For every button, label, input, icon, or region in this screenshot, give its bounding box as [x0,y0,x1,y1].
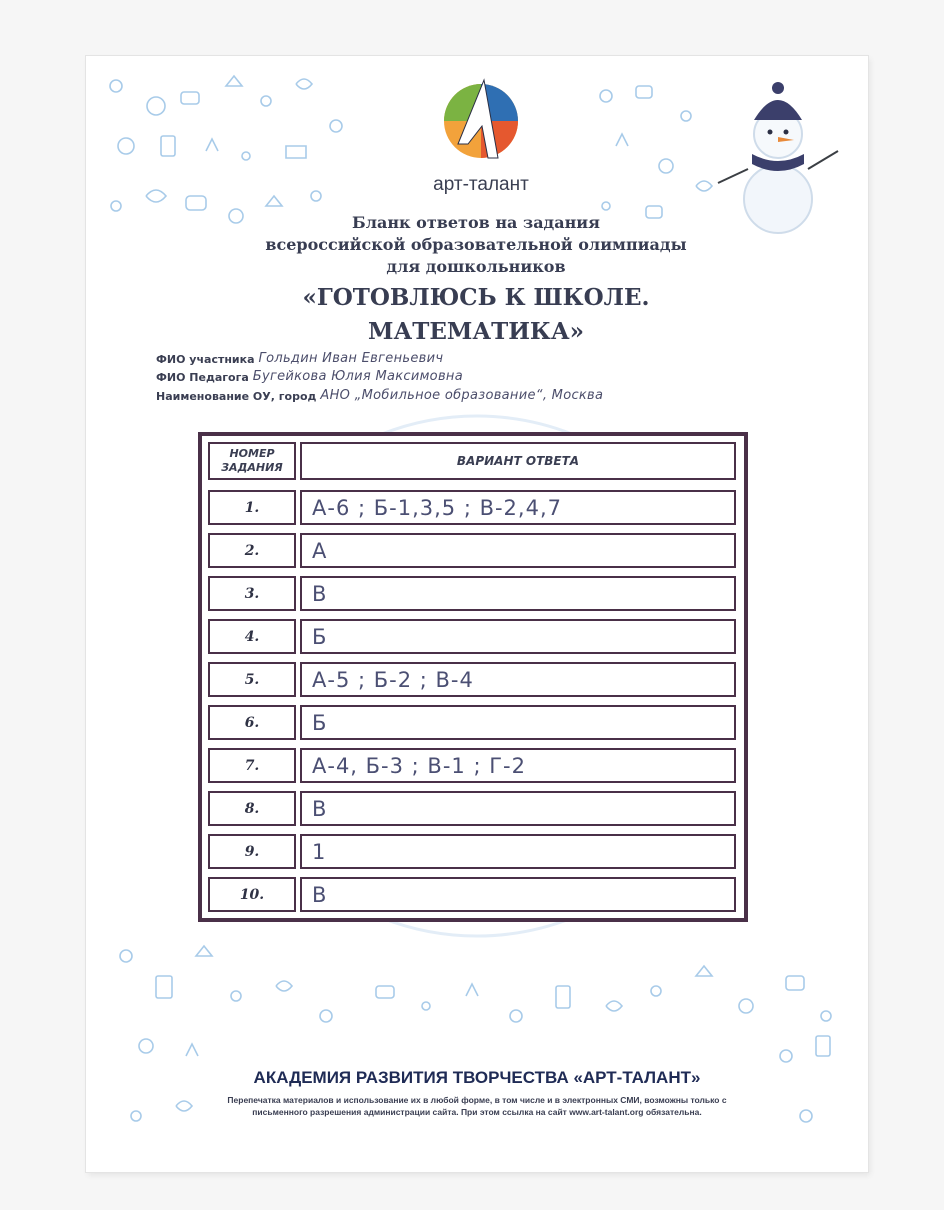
institution-field [156,385,603,403]
task-number: 10. [208,877,296,912]
table-row [202,615,744,658]
table-row [202,744,744,787]
participant-value: Гольдин Иван Евгеньевич [258,351,444,366]
answer-cell: А [300,533,736,568]
header-line-3: для дошкольников [386,257,566,276]
answer-cell: Б [300,619,736,654]
participant-label: ФИО участника [156,353,255,366]
teacher-label: ФИО Педагога [156,371,249,384]
answer-cell: А-4, Б-3 ; В-1 ; Г-2 [300,748,736,783]
task-number: 5. [208,662,296,697]
table-row [202,658,744,701]
footer-note [182,1094,772,1118]
column-header-number: НОМЕР ЗАДАНИЯ [208,442,296,480]
answer-cell: В [300,576,736,611]
task-number: 9. [208,834,296,869]
task-number: 2. [208,533,296,568]
answer-sheet [86,56,868,1172]
table-row [202,830,744,873]
answer-cell: А-6 ; Б-1,3,5 ; В-2,4,7 [300,490,736,525]
table-row [202,787,744,830]
participant-field [156,348,443,366]
table-row [202,572,744,615]
institution-value: АНО „Мобильное образование“, Москва [320,388,604,403]
table-row [202,701,744,744]
table-row [202,529,744,572]
task-number: 6. [208,705,296,740]
table-header [202,436,744,486]
answers-table [198,432,748,922]
task-number: 3. [208,576,296,611]
answer-cell: Б [300,705,736,740]
olympiad-title: «ГОТОВЛЮСЬ К ШКОЛЕ. [302,284,650,311]
footer-note-line-1: Перепечатка материалов и использование их в любой форме, в том числе и в электронных СМИ, возможны только с [227,1095,727,1105]
teacher-field [156,366,463,384]
answer-cell: А-5 ; Б-2 ; В-4 [300,662,736,697]
footer-title: АКАДЕМИЯ РАЗВИТИЯ ТВОРЧЕСТВА «АРТ-ТАЛАНТ» [253,1068,701,1087]
answer-cell: В [300,791,736,826]
answer-cell: В [300,877,736,912]
table-row [202,873,744,916]
footer-note-line-2: письменного разрешения администрации сайта. При этом ссылка на сайт www.art-talant.org обязательна. [252,1107,702,1117]
task-number: 4. [208,619,296,654]
answer-cell: 1 [300,834,736,869]
header-line-1: Бланк ответов на задания [352,213,600,232]
task-number: 7. [208,748,296,783]
column-header-answer: ВАРИАНТ ОТВЕТА [300,442,736,480]
institution-label: Наименование ОУ, город [156,390,317,403]
task-number: 1. [208,490,296,525]
table-row [202,486,744,529]
teacher-value: Бугейкова Юлия Максимовна [252,369,463,384]
art-talant-logo [438,74,524,168]
snowman-illustration [708,74,848,234]
olympiad-subject: МАТЕМАТИКА» [368,318,584,345]
header-line-2: всероссийской образовательной олимпиады [265,235,687,254]
task-number: 8. [208,791,296,826]
brand-name: арт-талант [433,174,529,195]
